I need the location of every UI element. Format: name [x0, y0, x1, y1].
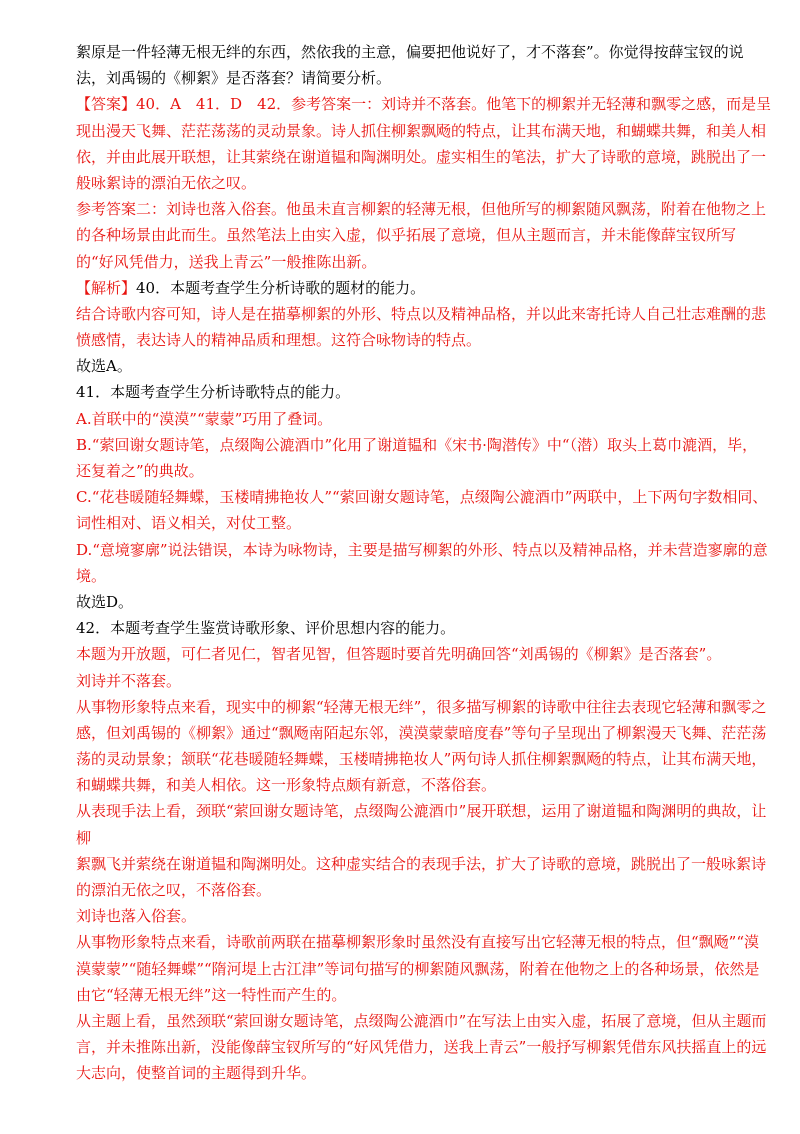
analysis-line: 词性相对、语义相关，对仗工整。	[76, 514, 302, 533]
analysis-heading	[76, 275, 736, 301]
analysis-line: 境。	[76, 566, 107, 585]
analysis-line: 刘诗也落入俗套。	[76, 907, 197, 926]
answer-line: 【答案】40．A 41．D 42．参考答案一：刘诗并不落套。他笔下的柳絮并无轻薄和飘零之感，而是呈	[76, 95, 772, 114]
analysis-line: 柳	[76, 828, 92, 847]
analysis-tag: 【解析】	[76, 278, 137, 297]
analysis-line: 从主题上看，虽然颈联“萦回谢女题诗笔，点缀陶公漉酒巾”在写法上由实入虚，拓展了意境，但从主题而	[76, 1011, 767, 1030]
analysis-line: 本题为开放题，可仁者见仁，智者见智，但答题时要首先明确回答“刘禹锡的《柳絮》是否落套”。	[76, 645, 722, 664]
analysis-line: D.“意境寥廓”说法错误，本诗为咏物诗，主要是描写柳絮的外形、特点以及精神品格，并未营造寥廓的意	[76, 540, 768, 559]
analysis-line: 感，但刘禹锡的《柳絮》通过“飘飏南陌起东邻，漠漠蒙蒙暗度春”等句子呈现出了柳絮漫天飞舞、茫茫荡	[76, 723, 767, 742]
analysis-line: 愤感情，表达诗人的精神品质和理想。这符合咏物诗的特点。	[76, 331, 482, 350]
answer-line: 参考答案二：刘诗也落入俗套。他虽未直言柳絮的轻薄无根，但他所写的柳絮随风飘荡，附着在他物之上	[76, 200, 767, 219]
analysis-line: 从事物形象特点来看，诗歌前两联在描摹柳絮形象时虽然没有直接写出它轻薄无根的特点，但“飘飏”“漠	[76, 933, 760, 952]
question-heading: 41．本题考查学生分析诗歌特点的能力。	[76, 383, 351, 402]
answer-line: 依，并由此展开联想，让其萦绕在谢道韫和陶渊明处。虚实相生的笔法，扩大了诗歌的意境，跳脱出了一	[76, 147, 767, 166]
text-line: 法，刘禹锡的《柳絮》是否落套？请简要分析。	[76, 69, 392, 88]
analysis-line: 荡的灵动景象；颔联“花巷暖随轻舞蝶，玉楼晴拂艳妆人”两句诗人抓住柳絮飘飏的特点，让其布满天地，	[76, 750, 767, 769]
answer-line: 的各种场景由此而生。虽然笔法上由实入虚，似乎拓展了意境，但从主题而言，并未能像薛宝钗所写	[76, 226, 737, 245]
analysis-line: 和蝴蝶共舞，和美人相依。这一形象特点颇有新意，不落俗套。	[76, 776, 497, 795]
answer-line: 般咏絮诗的漂泊无依之叹。	[76, 173, 257, 192]
analysis-line: 由它“轻薄无根无绊”这一特性而产生的。	[76, 985, 347, 1004]
question-heading: 42．本题考查学生鉴赏诗歌形象、评价思想内容的能力。	[76, 619, 456, 638]
answer-line: 现出漫天飞舞、茫茫荡荡的灵动景象。诗人抓住柳絮飘飏的特点，让其布满天地，和蝴蝶共舞，和美人相	[76, 121, 767, 140]
analysis-line: 言，并未推陈出新，没能像薛宝钗所写的“好风凭借力，送我上青云”一般抒写柳絮凭借东风扶摇直上的远	[76, 1038, 767, 1057]
analysis-heading-text: 40．本题考查学生分析诗歌的题材的能力。	[136, 278, 426, 297]
analysis-line: 从表现手法上看，颈联“萦回谢女题诗笔，点缀陶公漉酒巾”展开联想，运用了谢道韫和陶渊明的典故，让	[76, 802, 767, 821]
analysis-line: A.首联中的“漠漠”“蒙蒙”巧用了叠词。	[76, 409, 333, 428]
choice-line: 故选D。	[76, 592, 134, 611]
analysis-line: 从事物形象特点来看，现实中的柳絮“轻薄无根无绊”，很多描写柳絮的诗歌中往往去表现它轻薄和飘零之	[76, 697, 767, 716]
analysis-line: B.“萦回谢女题诗笔，点缀陶公漉酒巾”化用了谢道韫和《宋书·陶潜传》中“（潜）取头上葛巾漉酒，毕，	[76, 435, 758, 454]
analysis-line: C.“花巷暖随轻舞蝶，玉楼晴拂艳妆人”“萦回谢女题诗笔，点缀陶公漉酒巾”两联中，上下两句字数相同、	[76, 488, 768, 507]
analysis-line: 还复着之”的典故。	[76, 462, 204, 480]
analysis-line: 大志向，使整首词的主题得到升华。	[76, 1064, 317, 1083]
analysis-line: 的漂泊无依之叹，不落俗套。	[76, 881, 272, 899]
choice-line: 故选A。	[76, 357, 132, 376]
analysis-line: 结合诗歌内容可知，诗人是在描摹柳絮的外形、特点以及精神品格，并以此来寄托诗人自己壮志难酬的悲	[76, 304, 767, 323]
analysis-line: 絮飘飞并萦绕在谢道韫和陶渊明处。这种虚实结合的表现手法，扩大了诗歌的意境，跳脱出了一般咏絮诗	[76, 854, 767, 873]
text-line: 絮原是一件轻薄无根无绊的东西，然依我的主意，偏要把他说好了，才不落套”。你觉得按薛宝钗的说	[76, 43, 744, 61]
document-page	[76, 39, 772, 1087]
analysis-line: 漠蒙蒙”“随轻舞蝶”“隋河堤上古江津”等词句描写的柳絮随风飘荡，附着在他物之上的各种场景，依然是	[76, 959, 760, 978]
answer-line: 的“好风凭借力，送我上青云”一般推陈出新。	[76, 252, 377, 271]
analysis-line: 刘诗并不落套。	[76, 671, 182, 690]
